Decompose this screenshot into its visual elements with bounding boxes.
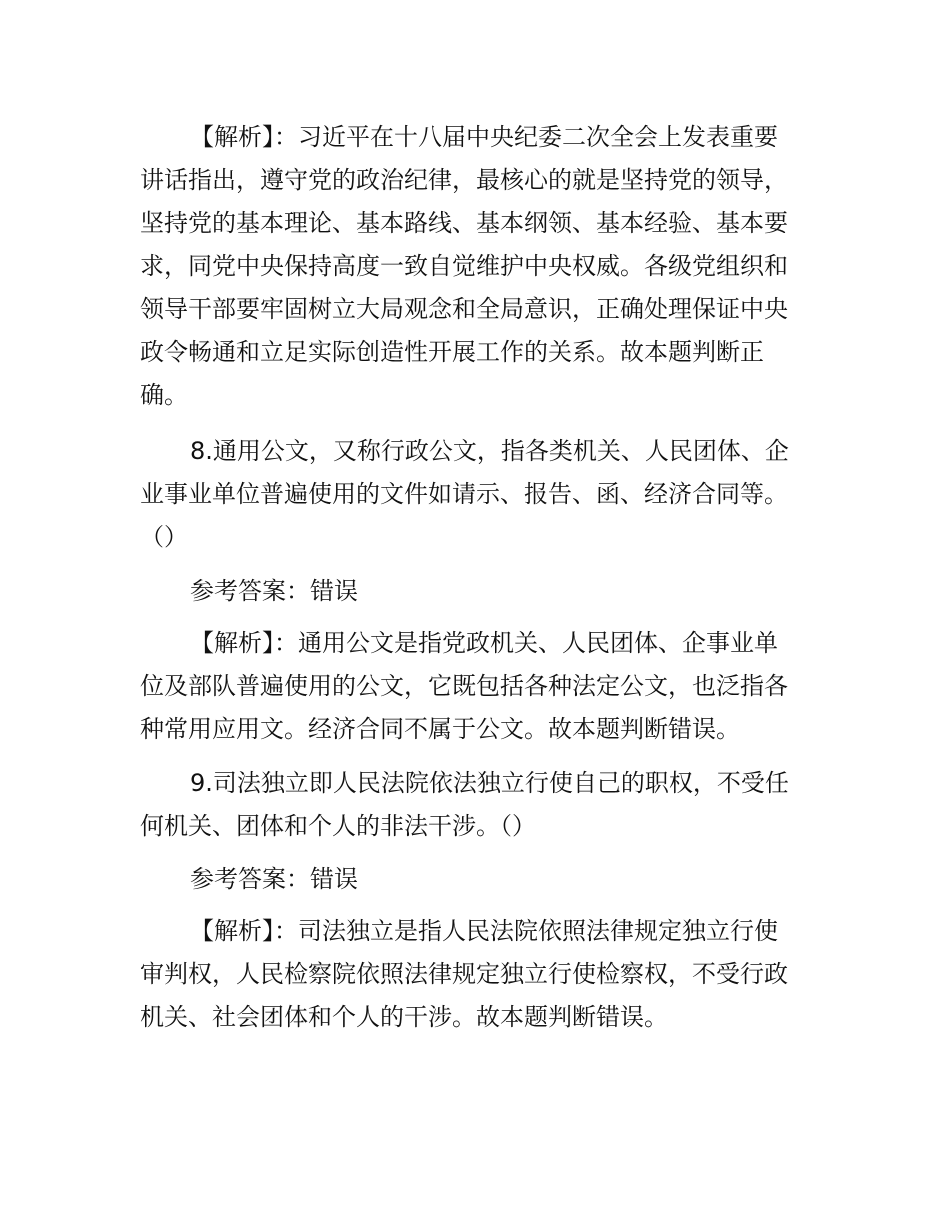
text-line: 坚持党的基本理论、基本路线、基本纲领、基本经验、基本要 — [140, 209, 788, 237]
question-8 — [140, 430, 812, 559]
text-line: 机关、社会团体和个人的干涉。故本题判断错误。 — [140, 1003, 668, 1031]
text-line: 确。 — [140, 381, 188, 409]
text-line: 参考答案：错误 — [190, 865, 358, 893]
text-line: 【解析】：司法独立是指人民法院依照法律规定独立行使 — [190, 917, 778, 945]
text-line: 8.通用公文，又称行政公文，指各类机关、人民团体、企 — [190, 437, 789, 465]
analysis-paragraph-8 — [140, 622, 812, 751]
text-line: 【解析】：习近平在十八届中央纪委二次全会上发表重要 — [190, 123, 778, 151]
text-line: 业事业单位普遍使用的文件如请示、报告、函、经济合同等。 — [140, 480, 788, 508]
text-line: 位及部队普遍使用的公文，它既包括各种法定公文，也泛指各 — [140, 672, 788, 700]
answer-9 — [140, 858, 812, 901]
text-line: 讲话指出，遵守党的政治纪律，最核心的就是坚持党的领导， — [140, 166, 788, 194]
answer-8 — [140, 570, 812, 613]
text-line: （） — [140, 523, 188, 551]
text-line: 审判权，人民检察院依照法律规定独立行使检察权，不受行政 — [140, 960, 788, 988]
text-line: 何机关、团体和个人的非法干涉。（） — [140, 812, 536, 840]
text-line: 种常用应用文。经济合同不属于公文。故本题判断错误。 — [140, 715, 740, 743]
analysis-paragraph-7 — [140, 116, 812, 417]
text-line: 参考答案：错误 — [190, 577, 358, 605]
question-9 — [140, 762, 812, 848]
text-line: 领导干部要牢固树立大局观念和全局意识，正确处理保证中央 — [140, 295, 788, 323]
text-line: 【解析】：通用公文是指党政机关、人民团体、企事业单 — [190, 629, 778, 657]
text-line: 求，同党中央保持高度一致自觉维护中央权威。各级党组织和 — [140, 252, 788, 280]
text-line: 9.司法独立即人民法院依法独立行使自己的职权，不受任 — [190, 769, 789, 797]
analysis-paragraph-9 — [140, 910, 812, 1039]
text-line: 政令畅通和立足实际创造性开展工作的关系。故本题判断正 — [140, 338, 764, 366]
